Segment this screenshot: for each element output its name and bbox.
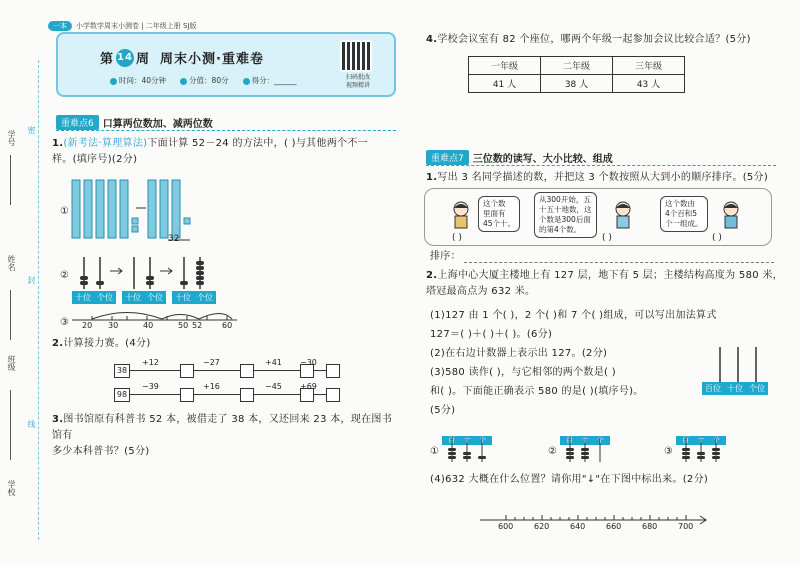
tick-label: 20 [82, 321, 93, 330]
unit-cube [184, 218, 190, 224]
table-row [469, 75, 685, 93]
margin-label-id: 学号 [7, 130, 16, 146]
got-label: 得分：______ [251, 76, 297, 85]
relay-arrow [254, 394, 300, 395]
answer-blank[interactable]: ( ) [712, 233, 722, 243]
tick-label: 640 [570, 522, 586, 531]
student-avatar-icon [612, 200, 634, 230]
counter-abacus[interactable] [708, 345, 768, 383]
question-number: 1. [426, 172, 438, 183]
time-label: 时间：40分钟 [119, 76, 167, 85]
speech-bubble [660, 196, 708, 232]
bubble-line: 这个数 [483, 199, 506, 208]
relay-op: −27 [203, 358, 220, 367]
question-number: 4. [426, 34, 438, 45]
tick-label: 60 [222, 321, 233, 330]
relay-start-box: 98 [114, 388, 130, 402]
sort-label: 排序： [430, 251, 461, 262]
table-cell: 41 人 [469, 75, 541, 93]
tens-label: 十 [463, 436, 471, 444]
arrow-right-icon [110, 268, 122, 274]
book-title: 小学数学周末小测卷 | 二年级上册 SJ版 [76, 22, 197, 30]
margin-line [10, 155, 11, 205]
ones-label: 个位 [147, 293, 163, 302]
question-number: 1. [52, 138, 64, 149]
ones-label: 个 [596, 436, 604, 444]
question-tag: (新考法·算理算法) [63, 138, 148, 149]
unit-cube [132, 218, 138, 224]
number-line-2[interactable] [480, 512, 710, 526]
hundreds-label: 百位 [705, 384, 721, 393]
bracket-value: 32 [168, 234, 180, 244]
bubble-line: 这个数由 [665, 199, 695, 208]
hundreds-label: 百 [566, 436, 574, 444]
place-value-label [172, 291, 216, 304]
margin-label-school: 学校 [7, 480, 16, 496]
tick-label: 620 [534, 522, 550, 531]
relay-op: −30 [300, 358, 317, 367]
option-number: ② [548, 446, 557, 457]
sub-question-2: (2)在右边计数器上表示出 127。(2分) [430, 348, 608, 359]
ones-label: 个 [478, 436, 486, 444]
bead [96, 281, 104, 285]
question-text: 上海中心大厦主楼地上有 127 层，地下有 5 层；主楼结构高度为 580 米， [437, 270, 783, 281]
week-suffix: 周 [136, 52, 151, 67]
question-text: 塔冠最高点为 632 米。 [426, 286, 536, 297]
bubble-line: 的第4个数。 [539, 225, 582, 234]
bubble-line: 十五十地数，这 [539, 205, 592, 214]
tick-label: 600 [498, 522, 514, 531]
margin-label-class: 班级 [7, 355, 16, 371]
speech-bubble [534, 192, 597, 238]
bubble-line: 45个十。 [483, 219, 516, 228]
section-title: 口算两位数加、减两位数 [102, 119, 213, 130]
relay-op: +16 [203, 382, 220, 391]
question-text: 多少本科普书？(5分) [52, 446, 150, 457]
relay-op: +12 [142, 358, 159, 367]
tick-label: 40 [143, 321, 154, 330]
relay-arrow [314, 370, 326, 371]
bead [146, 281, 154, 285]
sub-question-1b: 127＝( )＋( )＋( )。(6分) [430, 329, 553, 340]
place-value-label [122, 291, 166, 304]
ten-bundle [120, 180, 128, 238]
bundles-illustration [70, 178, 200, 244]
abacus-header [678, 435, 724, 445]
question-text: 学校会议室有 82 个座位，哪两个年级一起参加会议比较合适？(5分) [437, 34, 751, 45]
section7-question-1 [426, 170, 796, 186]
star-icon [180, 78, 187, 85]
page-title [100, 48, 264, 67]
week-prefix: 第 [100, 52, 115, 67]
relay-op: +41 [265, 358, 282, 367]
book-tag: 一本 [48, 21, 72, 31]
ones-label: 个位 [197, 293, 213, 302]
bead [180, 281, 188, 285]
ten-bundle [96, 180, 104, 238]
option-number: ③ [664, 446, 673, 457]
sub-question-3c: (5分) [430, 405, 456, 416]
ones-label: 个位 [749, 384, 765, 393]
quiz-title: 周末小测·重难卷 [160, 52, 264, 67]
table-header: 二年级 [541, 57, 613, 75]
abacus-sequence [70, 253, 230, 293]
bubble-line: 从300开始，五 [539, 195, 591, 204]
top-bar [48, 20, 197, 32]
question-4 [426, 32, 796, 48]
abacus-header [444, 435, 490, 445]
section-tag: 重难点6 [56, 115, 99, 130]
meta-row [110, 75, 297, 86]
hundreds-label: 百 [448, 436, 456, 444]
tens-label: 十位 [727, 384, 743, 393]
score-info [180, 75, 229, 86]
abacus-header [562, 435, 608, 445]
unit-cube [132, 226, 138, 232]
ten-bundle [108, 180, 116, 238]
grade-table [468, 56, 685, 93]
table-cell: 38 人 [541, 75, 613, 93]
tick-label: 50 [178, 321, 189, 330]
hundreds-label: 百 [682, 436, 690, 444]
seal-mark: 封 [27, 276, 36, 284]
relay-arrow [130, 394, 180, 395]
tick-label: 700 [678, 522, 694, 531]
relay-start-box: 38 [114, 364, 130, 378]
option-number: ① [60, 206, 69, 217]
ones-label: 个 [712, 436, 720, 444]
place-value-label [702, 382, 768, 395]
bead [196, 271, 204, 275]
sub-question-3a: (3)580 读作( )，与它相邻的两个数是( ) [430, 367, 616, 378]
question-text: 计算接力赛。(4分) [63, 338, 151, 349]
section-title: 三位数的读写、大小比较、组成 [472, 154, 613, 165]
question-2 [52, 336, 151, 352]
table-row [469, 57, 685, 75]
relay-arrow [254, 370, 300, 371]
clock-icon [110, 78, 117, 85]
seal-mark: 密 [27, 126, 36, 134]
ones-label: 个位 [97, 293, 113, 302]
number-line-1 [72, 310, 242, 326]
week-number-badge: 14 [116, 49, 134, 67]
tick-label: 30 [108, 321, 119, 330]
section-underline [426, 165, 776, 166]
answer-box[interactable] [180, 388, 194, 402]
tens-label: 十位 [175, 293, 191, 302]
section7-question-2 [426, 268, 796, 300]
bead [196, 276, 204, 280]
arrow-right-icon [160, 268, 172, 274]
table-cell: 43 人 [613, 75, 685, 93]
relay-arrow [194, 394, 240, 395]
margin-line [10, 390, 11, 460]
question-number: 3. [52, 414, 64, 425]
tens-label: 十位 [125, 293, 141, 302]
answer-box[interactable] [180, 364, 194, 378]
section-6-header [56, 115, 213, 130]
bubble-line: 4个百和5 [665, 209, 698, 218]
bubble-line: 里面有 [483, 209, 506, 218]
question-1 [52, 136, 402, 168]
answer-blank[interactable]: ( ) [452, 233, 462, 243]
question-text: 图书馆原有科普书 52 本，被借走了 38 本，又还回来 23 本，现在图书馆有 [52, 414, 393, 441]
place-value-label [72, 291, 116, 304]
qr-caption [338, 74, 378, 90]
sub-question-4: (4)632 大概在什么位置？请你用"↓"在下图中标出来。(2分) [430, 474, 709, 485]
table-header: 三年级 [613, 57, 685, 75]
ten-bundle [160, 180, 168, 238]
tick-label: 52 [192, 321, 203, 330]
sort-answer-line[interactable] [464, 262, 774, 263]
pen-icon [243, 78, 250, 85]
question-text: 下面计算 52－24 的方法中，( )与其他两个不一 [147, 138, 368, 149]
ten-bundle [148, 180, 156, 238]
table-header: 一年级 [469, 57, 541, 75]
option-number: ① [430, 446, 439, 457]
bead [80, 276, 88, 280]
section-7-header [426, 150, 613, 165]
cut-line [38, 60, 39, 540]
relay-op: −45 [265, 382, 282, 391]
relay-arrow [130, 370, 180, 371]
speech-bubble [478, 196, 520, 232]
bead [196, 261, 204, 265]
section-tag: 重难点7 [426, 150, 469, 165]
score-label: 分值：80分 [189, 76, 229, 85]
question-text: 写出 3 名同学描述的数，并把这 3 个数按照从大到小的顺序排序。(5分) [437, 172, 769, 183]
option-number: ③ [60, 317, 69, 328]
bead [196, 281, 204, 285]
question-number: 2. [426, 270, 438, 281]
student-avatar-icon [720, 200, 742, 230]
section-underline [56, 130, 396, 131]
option-number: ② [60, 270, 69, 281]
qr-code-icon[interactable] [340, 40, 372, 72]
question-text: 样。(填序号)(2分) [52, 154, 138, 165]
seal-mark: 线 [27, 420, 36, 428]
ten-bundle [72, 180, 80, 238]
answer-box[interactable] [326, 388, 340, 402]
tens-label: 十 [697, 436, 705, 444]
bead [196, 266, 204, 270]
jump-arc [162, 315, 199, 320]
tens-label: 十 [581, 436, 589, 444]
qr-caption-2: 视频精讲 [345, 82, 370, 89]
tens-label: 十位 [75, 293, 91, 302]
question-3 [52, 412, 402, 460]
answer-box[interactable] [240, 388, 254, 402]
time-info [110, 75, 166, 86]
relay-op: +69 [300, 382, 317, 391]
bubble-line: 个一组成。 [665, 219, 703, 228]
bubble-line: 个数是300后面 [539, 215, 591, 224]
qr-caption-1: 扫码批改 [345, 74, 370, 81]
sub-question-3b: 和( )。下面能正确表示 580 的是( )(填序号)。 [430, 386, 644, 397]
margin-label-name: 姓名 [7, 255, 16, 271]
answer-blank[interactable]: ( ) [602, 233, 612, 243]
tick-label: 680 [642, 522, 658, 531]
ten-bundle [172, 180, 180, 238]
sub-question-1a: (1)127 由 1 个( )，2 个( )和 7 个( )组成，可以写出加法算式 [430, 310, 717, 321]
student-avatar-icon [450, 200, 472, 230]
got-info [243, 75, 297, 86]
relay-arrow [194, 370, 240, 371]
ten-bundle [84, 180, 92, 238]
margin-line [10, 290, 11, 340]
bead [146, 276, 154, 280]
tick-label: 660 [606, 522, 622, 531]
answer-box[interactable] [240, 364, 254, 378]
relay-op: −39 [142, 382, 159, 391]
relay-arrow [314, 394, 326, 395]
answer-box[interactable] [326, 364, 340, 378]
bead [80, 281, 88, 285]
question-number: 2. [52, 338, 64, 349]
